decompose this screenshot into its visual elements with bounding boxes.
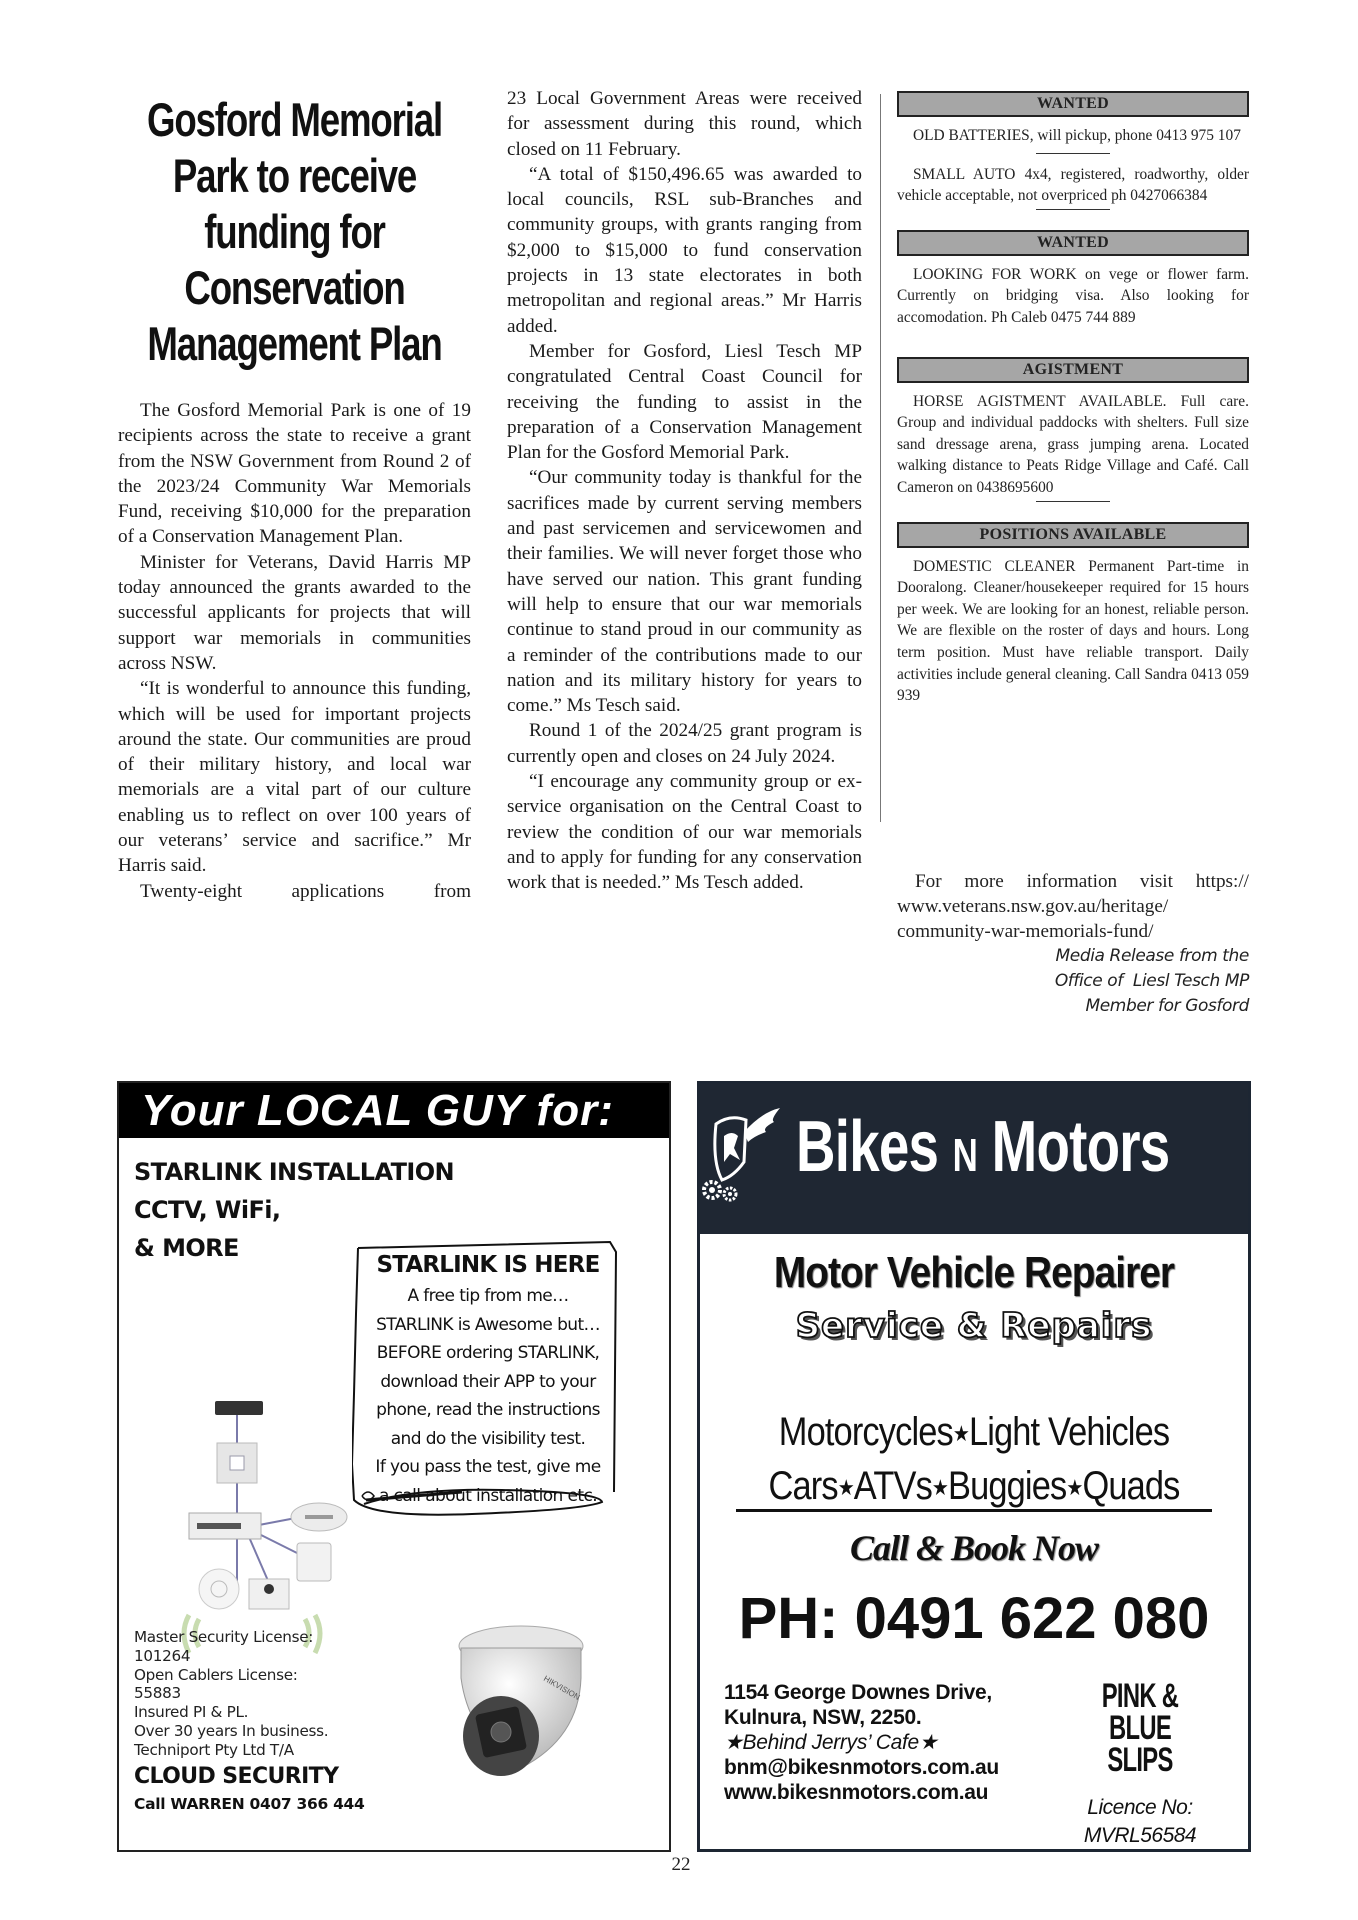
license-line: Master Security License: [134, 1628, 314, 1646]
license-line: 101264 [134, 1646, 191, 1665]
ad-subtitle: Service & Repairs [795, 1306, 1153, 1346]
category: Light Vehicles [968, 1410, 1170, 1454]
classified-header-wanted: WANTED [897, 230, 1249, 256]
landmark: ★Behind Jerrys’ Cafe★ [724, 1731, 938, 1754]
address-line: Kulnura, NSW, 2250. [724, 1706, 922, 1729]
article-paragraph: Round 1 of the 2024/25 grant program is currently open and closes on 24 July 2024. [507, 720, 862, 767]
star-icon: ★ [837, 1475, 854, 1500]
classified-header-positions: POSITIONS AVAILABLE [897, 522, 1249, 548]
licence-number: MVRL56584 [1083, 1824, 1197, 1847]
more-info [897, 869, 1249, 1019]
license-line: Insured PI & PL. [134, 1703, 249, 1722]
separator [1036, 209, 1110, 210]
license-info [134, 1628, 365, 1816]
bubble-line: download their APP to your [380, 1371, 596, 1392]
call-phone[interactable]: Call WARREN 0407 366 444 [134, 1794, 365, 1813]
article-paragraph: “It is wonderful to announce this funding, which will be used for important projects around the state. Our communities are proud of their military history, and local war memorials are a vital part of our culture enabling us to reflect on over 100 years of our veterans’ service and sacrifice.” Mr Harris said. [118, 678, 471, 877]
service-item: & MORE [134, 1234, 239, 1262]
ad-banner [700, 1084, 1248, 1234]
page-number: 22 [671, 1854, 691, 1875]
article-paragraph: “I encourage any community group or ex-service organisation on the Central Coast to review the condition of our war memorials and to apply for funding for any conservation work that is needed.” Ms Tesch added. [507, 771, 862, 894]
separator [1036, 153, 1110, 154]
gear-icon [704, 1182, 736, 1200]
article-column-2 [507, 86, 862, 896]
classified-header-agistment: AGISTMENT [897, 357, 1249, 383]
ad-banner: Your LOCAL GUY for: [119, 1083, 669, 1138]
article-paragraph: “A total of $150,496.65 was awarded to local councils, RSL sub-Branches and community groups, with grants ranging from $2,000 to $15,000 to fund conservation projects in 13 state electorates in both metropolitan and regional areas.” Mr Harris added. [507, 163, 862, 337]
bubble-text [364, 1248, 612, 1510]
brand-name [796, 1104, 1169, 1198]
article-paragraph: Minister for Veterans, David Harris MP today announced the grants awarded to the successful applicants for projects that will support war memorials in communities across NSW. [118, 551, 471, 674]
classified-item: DOMESTIC CLEANER Permanent Part-time in Dooralong. Cleaner/housekeeper required for 15 hours per week. We are looking for an honest, reliable person. We are flexible on the roster of days and hours. Long term position. Must have reliable transport. Daily activities include general cleaning. Call Sandra 0413 059 939 [897, 557, 1249, 705]
classified-item: SMALL AUTO 4x4, registered, roadworthy, older vehicle acceptable, not overpriced ph 0427066384 [897, 165, 1249, 205]
speech-bubble [352, 1234, 618, 1520]
classified-header-wanted: WANTED [897, 91, 1249, 117]
slips-info [1050, 1677, 1230, 1850]
article-column-1 [118, 86, 471, 904]
bubble-line: a call about installation etc. [378, 1485, 598, 1506]
cloud-security-ad [117, 1081, 671, 1852]
classified-item: OLD BATTERIES, will pickup, phone 0413 975 107 [913, 127, 1241, 144]
call-to-action: Call & Book Now [849, 1528, 1099, 1568]
slips-title: PINK & BLUE [1101, 1677, 1179, 1747]
categories-row [738, 1406, 1209, 1460]
bikes-n-motors-ad [697, 1081, 1251, 1852]
article-paragraph: The Gosford Memorial Park is one of 19 recipients across the state to receive a grant from the NSW Government from Round 2 of the 2023/24 Community War Memorials Fund, receiving $10,000 for the preparation of a Conservation Management Plan. [118, 400, 471, 548]
bubble-line: STARLINK is Awesome but… [376, 1314, 600, 1335]
star-icon: ★ [952, 1421, 969, 1446]
service-item: STARLINK INSTALLATION [134, 1158, 454, 1186]
vehicle-categories [738, 1406, 1209, 1514]
bubble-line: and do the visibility test. [390, 1428, 586, 1449]
website-link[interactable]: www.bikesnmotors.com.au [724, 1781, 989, 1804]
brand-word: N [952, 1129, 978, 1181]
column-divider [880, 94, 881, 822]
bubble-title: STARLINK IS HERE [376, 1252, 600, 1278]
star-icon: ★ [931, 1475, 949, 1500]
classified-item: LOOKING FOR WORK on vege or flower farm. Currently on bridging visa. Also looking for accomodation. Ph Caleb 0475 744 889 [897, 265, 1249, 326]
category: Quads [1082, 1464, 1180, 1508]
license-line: Techniport Pty Ltd T/A [134, 1740, 294, 1759]
classifieds [897, 91, 1249, 707]
bubble-line: BEFORE ordering STARLINK, [376, 1343, 600, 1363]
license-line: Over 30 years In business. [134, 1721, 329, 1740]
contact-details [724, 1680, 999, 1805]
article-headline: Gosford Memorial Park to receive funding for Conservation Management Plan [147, 93, 442, 370]
camera-brand-label: HIKVISION [542, 1673, 582, 1702]
bubble-line: A free tip from me… [407, 1286, 569, 1306]
pegasus-shield-logo-icon [700, 1102, 786, 1202]
bubble-line: If you pass the test, give me [375, 1457, 601, 1477]
separator [1036, 501, 1110, 502]
license-line: 55883 [134, 1684, 181, 1703]
article-paragraph: Twenty-eight applications from [140, 880, 471, 902]
company-name: CLOUD SECURITY [134, 1763, 339, 1789]
article-paragraph: Member for Gosford, Liesl Tesch MP congratulated Central Coast Council for receiving the funding to assist in the preparation of a Conservation Management Plan for the Gosford Memorial Park. [507, 340, 862, 464]
email-link[interactable]: bnm@bikesnmotors.com.au [724, 1756, 999, 1779]
security-camera-icon [439, 1618, 599, 1788]
article-paragraph: “Our community today is thankful for the sacrifices made by current serving members and past servicemen and servicewomen and their families. We will never forget those who have served our nation. This grant funding will help to ensure that our war memorials continue to stand proud in our community as a reminder of the contributions made to our nation and its military history for years to come.” Ms Tesch said. [507, 467, 862, 717]
router-icon [215, 1401, 263, 1415]
bubble-line: phone, read the instructions [376, 1400, 600, 1420]
ad-title: Motor Vehicle Repairer [773, 1248, 1175, 1297]
category: Cars [768, 1464, 838, 1508]
more-info-link[interactable]: For more information visit https:// www.veterans.nsw.gov.au/heritage/ community-war-memorials-fund/ [897, 871, 1249, 942]
credit-line: Office of Liesl Tesch MP [1054, 971, 1249, 991]
address-line: 1154 George Downes Drive, [724, 1681, 992, 1704]
divider [736, 1509, 1212, 1512]
brand-word: Bikes [796, 1107, 939, 1187]
category: ATVs [853, 1464, 932, 1508]
credit-line: Media Release from the [1055, 946, 1249, 966]
categories-row [738, 1460, 1209, 1514]
category: Buggies [948, 1464, 1067, 1508]
licence-label: Licence No: [1087, 1796, 1193, 1819]
slips-title: SLIPS [1107, 1741, 1173, 1779]
article-paragraph: 23 Local Government Areas were received for assessment during this round, which closed on 11 February. [507, 88, 862, 160]
star-icon: ★ [1066, 1475, 1083, 1500]
classified-item: HORSE AGISTMENT AVAILABLE. Full care. Group and individual paddocks with shelters. Full size sand dressage arena, grass jumping arena. Located walking distance to Peats Ridge Village and Café. Call Cameron on 0438695600 [897, 392, 1249, 496]
category: Motorcycles [778, 1410, 953, 1454]
brand-word: Motors [991, 1107, 1170, 1187]
credit-line: Member for Gosford [1085, 996, 1249, 1016]
service-item: CCTV, WiFi, [134, 1196, 281, 1224]
phone-number[interactable]: PH: 0491 622 080 [738, 1586, 1210, 1651]
license-line: Open Cablers License: [134, 1665, 298, 1684]
